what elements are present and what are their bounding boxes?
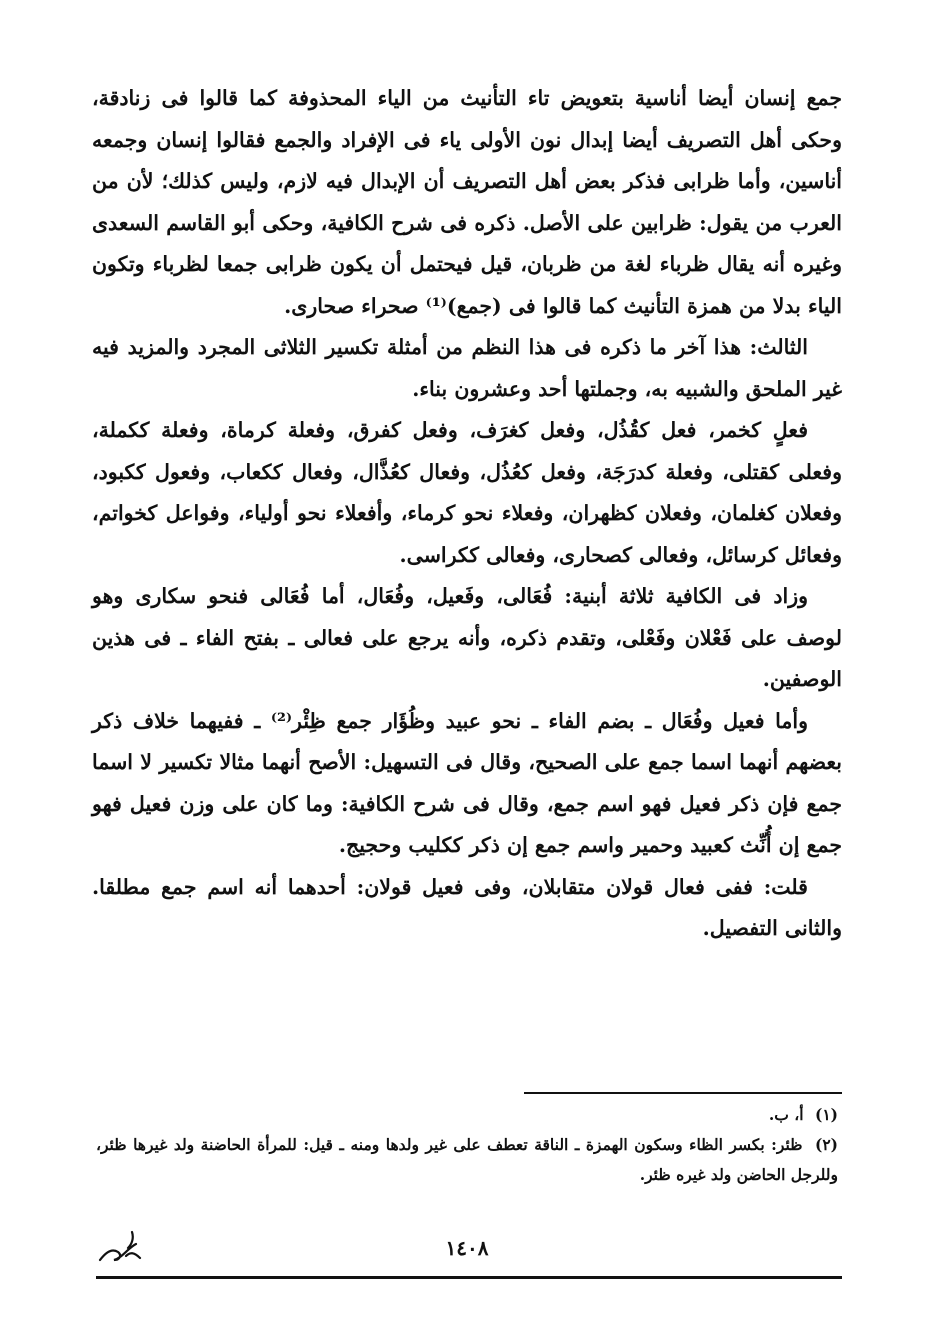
page-number: ١٤٠٨ — [445, 1236, 489, 1260]
paragraph-2 — [92, 327, 842, 410]
paragraph-2-text: هذا آخر ما ذكره فى هذا النظم من أمثلة تكسير الثلاثى المجرد والمزيد فيه غير الملحق والشبيه به، وجملتها أحد وعشرون بناء. — [92, 335, 842, 401]
paragraph-1: جمع إنسان أيضا أناسية بتعويض تاء التأنيث من الياء المحذوفة كما قالوا فى زنادقة، وحكى أهل التصريف أيضا إبدال نون الأولى ياء فى الإفراد والجمع فقالوا إنسان وجمعه أناسين، وأما ظرابى فذكر بعض أهل التصريف أن الإبدال فيه لازم، وليس كذلك؛ لأن من العرب من يقول: ظرابين على الأصل. ذكره فى شرح الكافية، وحكى أبو القاسم السعدى وغيره أنه يقال ظرباء لغة من ظربان، قيل فيحتمل أن يكون ظرابى جمعا لظرباء وتكون الياء بدلا من همزة التأنيث كما قالوا فى (جمع)⁽¹⁾ صحراء صحارى. — [92, 86, 842, 318]
handwritten-mark-icon — [96, 1222, 144, 1268]
footnotes — [96, 1100, 838, 1190]
paragraph-4: وزاد فى الكافية ثلاثة أبنية: فُعَالى، وفَعيل، وفُعَال، أما فُعَالى فنحو سكارى وهو لوصف على فَعْلان وفَعْلى، وتقدم ذكره، وأنه يرجع على فعالى ـ بفتح الفاء ـ فى هذين الوصفين. — [92, 584, 842, 691]
paragraph-3: فعلٍ كخمر، فعل كقُذُل، وفعل كغرَف، وفعل كفرق، وفعلة كرماة، وفعلة ككملة، وفعلى كقتلى، وفعلة كدرَجَة، وفعل كعُذُل، وفعال كعُذَّال، وفعال ككعاب، وفعول ككبود، وفعلان كغلمان، وفعلان كظهران، وفعلاء نحو كرماء، وأفعلاء نحو أولياء، وفواعل كخواتم، وفعائل كرسائل، وفعالى كصحارى، وفعالى ككراسى. — [92, 418, 842, 567]
footnote-2-number: (٢) — [814, 1135, 838, 1154]
paragraph-6-text: ففى فعال قولان متقابلان، وفى فعيل قولان: أحدهما أنه اسم جمع مطلقا. والثانى التفصيل. — [92, 874, 842, 940]
footnote-1-text: أ، ب. — [768, 1105, 804, 1124]
paragraph-6 — [92, 867, 842, 950]
paragraph-2-heading: الثالث: — [749, 335, 808, 359]
footnote-1-number: (١) — [814, 1105, 838, 1124]
paragraph-5: وأما فعيل وفُعَال ـ بضم الفاء ـ نحو عبيد وظُؤَار جمع ظِئْر⁽²⁾ ـ ففيهما خلاف ذكر بعضهم أنهما اسما جمع على الصحيح، وقال فى التسهيل: الأصح أنهما مثالا تكسير لا اسما جمع فإن ذكر فعيل فهو اسم جمع، وقال فى شرح الكافية: وما كان على وزن فعيل فهو جمع إن أُنِّث كعبيد وحمير واسم جمع إن ذكر ككليب وحجيج. — [92, 708, 842, 857]
bottom-rule — [96, 1276, 842, 1279]
footnote-2 — [96, 1130, 838, 1190]
main-text — [92, 78, 842, 950]
footnote-separator — [524, 1092, 842, 1094]
paragraph-6-heading: قلت: — [763, 874, 808, 899]
footnote-1 — [96, 1100, 838, 1130]
footnote-2-text: ظئر: بكسر الظاء وسكون الهمزة ـ الناقة تعطف على غير ولدها ومنه ـ قيل: للمرأة الحاضنة ولد غيرها ظئر، وللرجل الحاضن ولد غيره ظئر. — [96, 1135, 838, 1184]
